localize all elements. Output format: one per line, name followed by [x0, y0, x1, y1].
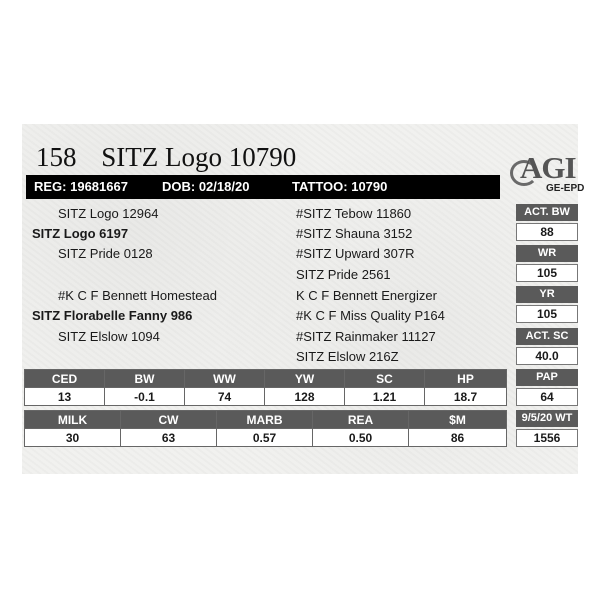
epd-header-ced: CED — [25, 370, 105, 388]
epd-value-marb: 0.57 — [217, 429, 313, 447]
epd-header-dollar-m: $M — [409, 411, 507, 429]
pedigree-ss-dam: #SITZ Shauna 3152 — [296, 226, 413, 241]
animal-name: SITZ Logo 10790 — [101, 142, 297, 172]
epd-value-hp: 18.7 — [425, 388, 507, 406]
stat-value-act-bw: 88 — [516, 223, 578, 241]
epd-header-bw: BW — [105, 370, 185, 388]
stat-value-yr: 105 — [516, 305, 578, 323]
epd-value-row — [25, 388, 507, 406]
registration-number: REG: 19681667 — [34, 179, 128, 194]
epd-value-ced: 13 — [25, 388, 105, 406]
pedigree-dam-sire: #K C F Bennett Homestead — [58, 288, 217, 303]
stat-value-weight: 1556 — [516, 429, 578, 447]
stat-label-wr: WR — [516, 245, 578, 262]
epd-value-milk: 30 — [25, 429, 121, 447]
epd-header-hp: HP — [425, 370, 507, 388]
epd-header-rea: REA — [313, 411, 409, 429]
epd-value-ww: 74 — [185, 388, 265, 406]
epd-header-cw: CW — [121, 411, 217, 429]
epd-value-rea: 0.50 — [313, 429, 409, 447]
tattoo: TATTOO: 10790 — [292, 179, 388, 194]
epd-header-milk: MILK — [25, 411, 121, 429]
epd-value-dollar-m: 86 — [409, 429, 507, 447]
epd-value-bw: -0.1 — [105, 388, 185, 406]
pedigree-dd-dam: SITZ Elslow 216Z — [296, 349, 399, 364]
pedigree-sire-dam: SITZ Pride 0128 — [58, 246, 153, 261]
epd-header-row — [25, 370, 507, 388]
epd-grid-growth — [24, 369, 507, 406]
pedigree-ds-dam: #K C F Miss Quality P164 — [296, 308, 445, 323]
epd-header-sc: SC — [345, 370, 425, 388]
lot-number: 158 — [36, 142, 77, 172]
epd-value-cw: 63 — [121, 429, 217, 447]
stat-label-yr: YR — [516, 286, 578, 303]
pedigree-dam-dam: SITZ Elslow 1094 — [58, 329, 160, 344]
epd-value-sc: 1.21 — [345, 388, 425, 406]
agi-logo-subtext: GE-EPD — [546, 183, 585, 194]
agi-logo — [508, 150, 586, 196]
pedigree-dam: SITZ Florabelle Fanny 986 — [32, 308, 193, 323]
pedigree-sd-dam: SITZ Pride 2561 — [296, 267, 391, 282]
stat-label-act-sc: ACT. SC — [516, 328, 578, 345]
epd-value-yw: 128 — [265, 388, 345, 406]
pedigree-ds-sire: K C F Bennett Energizer — [296, 288, 437, 303]
epd-header-yw: YW — [265, 370, 345, 388]
registration-bar — [26, 175, 500, 199]
date-of-birth: DOB: 02/18/20 — [162, 179, 250, 194]
stat-value-act-sc: 40.0 — [516, 347, 578, 365]
pedigree-ss-sire: #SITZ Tebow 11860 — [296, 206, 412, 221]
epd-grid-carcass — [24, 410, 507, 447]
pedigree-sd-sire: #SITZ Upward 307R — [296, 246, 415, 261]
stat-value-pap: 64 — [516, 388, 578, 406]
stat-label-weight: 9/5/20 WT — [516, 410, 578, 427]
agi-logo-text: AGI — [520, 150, 576, 185]
stat-value-wr: 105 — [516, 264, 578, 282]
stat-label-act-bw: ACT. BW — [516, 204, 578, 221]
lot-title — [36, 142, 296, 173]
stat-label-pap: PAP — [516, 369, 578, 386]
epd-header-ww: WW — [185, 370, 265, 388]
pedigree-sire-sire: SITZ Logo 12964 — [58, 206, 159, 221]
epd-header-marb: MARB — [217, 411, 313, 429]
epd-value-row — [25, 429, 507, 447]
pedigree-dd-sire: #SITZ Rainmaker 11127 — [296, 329, 436, 344]
epd-header-row — [25, 411, 507, 429]
pedigree-sire: SITZ Logo 6197 — [32, 226, 129, 241]
